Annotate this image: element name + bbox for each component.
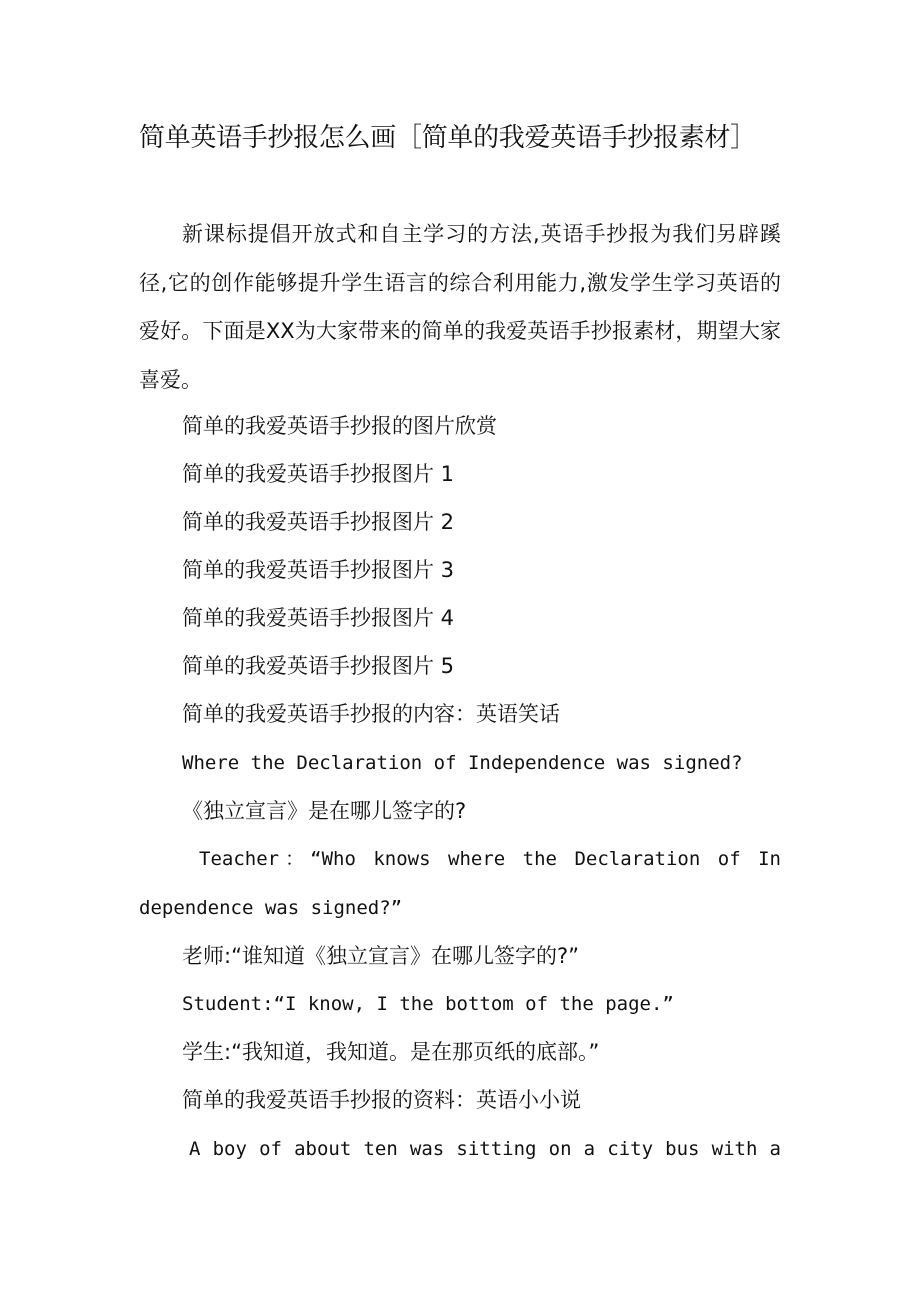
section-heading-joke: 简单的我爱英语手抄报的内容：英语笑话 <box>182 702 560 726</box>
student-line-chinese: 学生:“我知道，我知道。是在那页纸的底部。” <box>182 1040 600 1064</box>
picture-caption-5: 简单的我爱英语手抄报图片 5 <box>182 654 455 678</box>
teacher-line-english-part1: Teacher：“Who knows where the Declaration of In <box>199 848 781 870</box>
teacher-line-english-part2: dependence was signed?” <box>139 897 403 919</box>
intro-paragraph: 新课标提倡开放式和自主学习的方法,英语手抄报为我们另辟蹊径,它的创作能够提升学生语言的综合利用能力,激发学生学习英语的爱好。下面是XX为大家带来的简单的我爱英语手抄报素材，期望大家喜爱。 <box>139 222 781 392</box>
section-heading-gallery: 简单的我爱英语手抄报的图片欣赏 <box>182 414 497 438</box>
picture-caption-4: 简单的我爱英语手抄报图片 4 <box>182 606 455 630</box>
teacher-line-chinese: 老师:“谁知道《独立宣言》在哪儿签字的?” <box>182 944 579 968</box>
picture-caption-1: 简单的我爱英语手抄报图片 1 <box>182 462 455 486</box>
picture-caption-3: 简单的我爱英语手抄报图片 3 <box>182 558 455 582</box>
joke-question-chinese: 《独立宣言》是在哪儿签字的? <box>182 799 467 823</box>
document-title: 简单英语手抄报怎么画［简单的我爱英语手抄报素材］ <box>139 123 756 153</box>
section-heading-story: 简单的我爱英语手抄报的资料：英语小小说 <box>182 1088 581 1112</box>
student-line-english: Student:“I know, I the bottom of the page.” <box>182 993 674 1015</box>
story-first-line: A boy of about ten was sitting on a city bus with a <box>189 1138 781 1160</box>
picture-caption-2: 简单的我爱英语手抄报图片 2 <box>182 510 455 534</box>
joke-question-english: Where the Declaration of Independence was signed? <box>182 752 743 774</box>
